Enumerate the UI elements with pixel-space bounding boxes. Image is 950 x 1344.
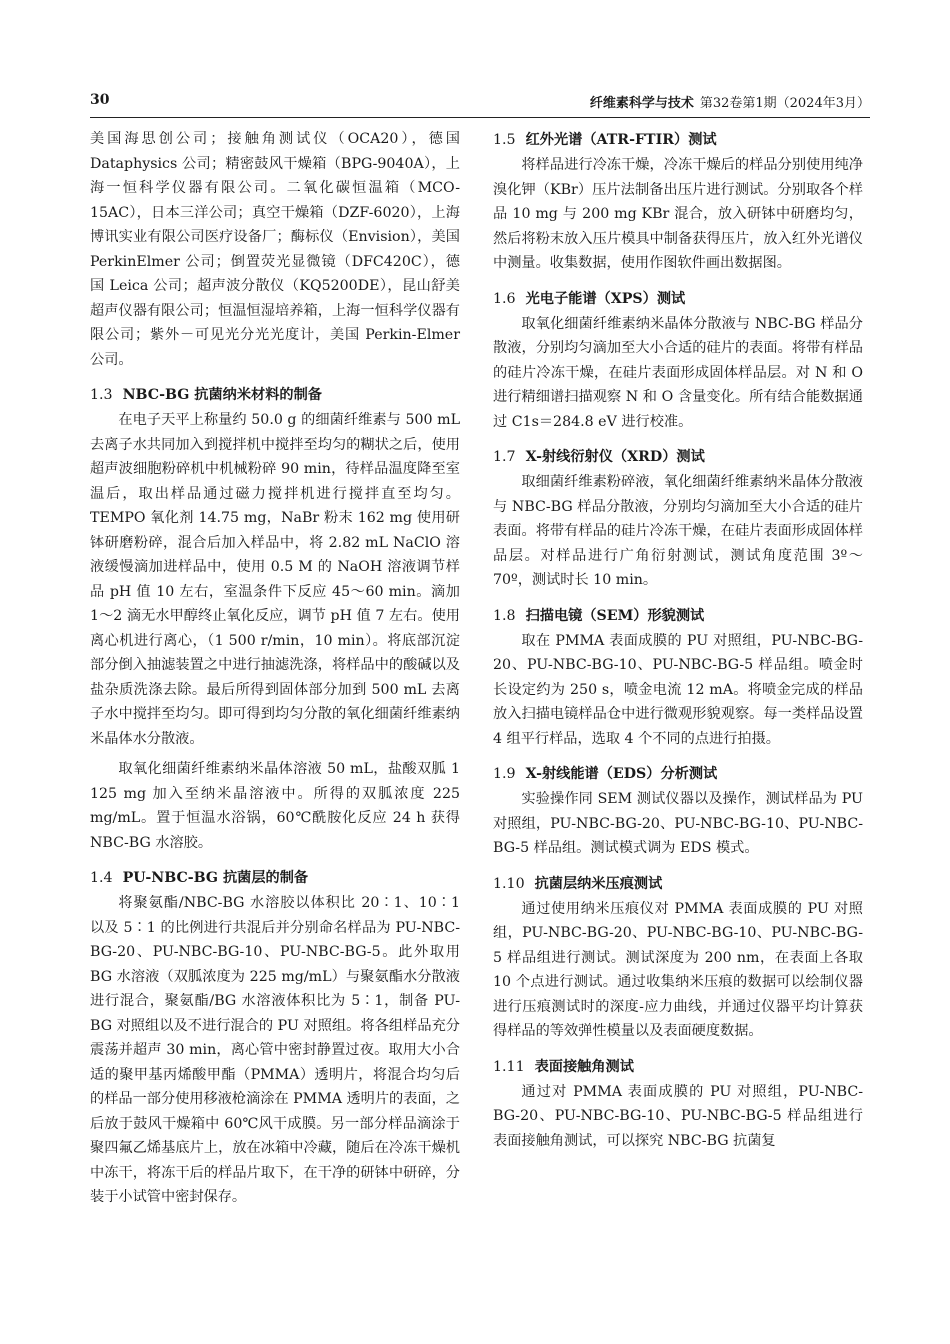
section-number: 1.7 (493, 449, 516, 465)
section-title: X-射线衍射仪（XRD）测试 (525, 449, 705, 465)
section-title: 光电子能谱（XPS）测试 (525, 290, 686, 307)
section-heading-1-4 (90, 865, 460, 891)
section-1-6-paragraph: 取氧化细菌纤维素纳米晶体分散液与 NBC-BG 样品分散液，分别均匀滴加至大小合适的硅片的表面。将带有样品的硅片冷冻干燥，在硅片表面形成固体样品层。对 N 和 O 进行精细谱扫描观察 N 和 O 含量变化。所有结合能数据通过 C1s＝284.8 eV 进行校准。 (493, 315, 863, 430)
journal-name: 纤维素科学与技术 (589, 96, 694, 111)
section-number: 1.9 (493, 766, 516, 782)
section-heading-1-3 (90, 382, 460, 408)
section-heading-1-6 (493, 286, 863, 312)
section-title: X-射线能谱（EDS）分析测试 (525, 766, 718, 782)
section-title: 扫描电镜（SEM）形貌测试 (525, 607, 705, 624)
section-number: 1.6 (493, 290, 516, 307)
section-1-10-paragraph: 通过使用纳米压痕仪对 PMMA 表面成膜的 PU 对照组，PU-NBC-BG-20、PU-NBC-BG-10、PU-NBC-BG-5 样品组进行测试。测试深度为 200 nm，在表面上各取 10 个点进行测试。通过收集纳米压痕的数据可以绘制仪器进行压痕测试时的深度-应力曲线，并通过仪器平均计算获得样品的等效弹性模量以及表面硬度数据。 (493, 900, 863, 1039)
section-number: 1.5 (493, 132, 516, 148)
section-title: 抗菌层纳米压痕测试 (534, 875, 663, 892)
section-1-3-paragraph-1: 在电子天平上称量约 50.0 g 的细菌纤维素与 500 mL 去离子水共同加入到搅拌机中搅拌至均匀的糊状之后，使用超声波细胞粉碎机中机械粉碎 90 min，待样品温度降至室温后，取出样品通过磁力搅拌机进行搅拌直至均匀。TEMPO 氧化剂 14.75 mg，NaBr 粉末 162 mg 使用研钵研磨粉碎，混合后加入样品中，将 2.82 mL NaClO 溶液缓慢滴加进样品中，使用 0.5 M 的 NaOH 溶液调节样品 pH 值 10 左右，室温条件下反应 45～60 min。滴加 1～2 滴无水甲醇终止氧化反应，调节 pH 值 7 左右。使用离心机进行离心，（1 500 r/min，10 min）。将底部沉淀部分倒入抽滤装置之中进行抽滤洗涤，将样品中的酸碱以及盐杂质洗涤去除。最后所得到固体部分加到 500 mL 去离子水中搅拌至均匀。即可得到均匀分散的氧化细菌纤维素纳米晶体水分散液。 (90, 412, 460, 747)
section-heading-1-5 (493, 127, 863, 153)
header-rule (90, 117, 870, 118)
section-heading-1-9 (493, 761, 863, 787)
section-title: 红外光谱（ATR-FTIR）测试 (525, 132, 717, 148)
page-header (90, 92, 870, 114)
section-1-7-paragraph: 取细菌纤维素粉碎液，氧化细菌纤维素纳米晶体分散液与 NBC-BG 样品分散液，分别均匀滴加至大小合适的硅片表面。将带有样品的硅片冷冻干燥，在硅片表面形成固体样品层。对样品进行广角衍射测试，测试角度范围 3º～70º，测试时长 10 min。 (493, 474, 863, 588)
journal-info (590, 92, 870, 111)
section-heading-1-11 (493, 1054, 863, 1080)
left-column (90, 127, 460, 1210)
section-number: 1.3 (90, 387, 113, 403)
section-title: PU-NBC-BG 抗菌层的制备 (122, 870, 309, 886)
section-heading-1-10 (493, 871, 863, 897)
journal-issue: 第32卷第1期（2024年3月） (699, 96, 870, 111)
section-1-8-paragraph: 取在 PMMA 表面成膜的 PU 对照组，PU-NBC-BG-20、PU-NBC-BG-10、PU-NBC-BG-5 样品组。喷金时长设定约为 250 s，喷金电流 12 mA。将喷金完成的样品放入扫描电镜样品仓中进行微观形貌观察。每一类样品设置 4 组平行样品，选取 4 个不同的点进行拍摄。 (493, 632, 863, 747)
section-number: 1.10 (493, 875, 525, 892)
section-1-9-paragraph: 实验操作同 SEM 测试仪器以及操作，测试样品为 PU 对照组，PU-NBC-BG-20、PU-NBC-BG-10、PU-NBC-BG-5 样品组。测试模式调为 EDS 模式。 (493, 791, 863, 856)
section-1-11-paragraph: 通过对 PMMA 表面成膜的 PU 对照组，PU-NBC-BG-20、PU-NBC-BG-10、PU-NBC-BG-5 样品组进行表面接触角测试，可以探究 NBC-BG 抗菌复 (493, 1083, 863, 1149)
section-1-3-paragraph-2: 取氧化细菌纤维素纳米晶体溶液 50 mL，盐酸双胍 1 125 mg 加入至纳米晶溶液中。所得的双胍浓度 225 mg/mL。置于恒温水浴锅，60℃酰胺化反应 24 h 获得 NBC-BG 水溶胶。 (90, 761, 460, 851)
right-column (493, 127, 863, 1153)
section-title: NBC-BG 抗菌纳米材料的制备 (122, 387, 322, 403)
section-title: 表面接触角测试 (534, 1058, 634, 1075)
section-1-5-paragraph: 将样品进行冷冻干燥，冷冻干燥后的样品分别使用纯净溴化钾（KBr）压片法制备出压片进行测试。分别取各个样品 10 mg 与 200 mg KBr 混合，放入研钵中研磨均匀，然后将粉末放入压片模具中制备获得压片，放入红外光谱仪中测量。收集数据，使用作图软件画出数据图。 (493, 157, 863, 271)
section-number: 1.11 (493, 1058, 525, 1075)
section-1-4-paragraph-1: 将聚氨酯/NBC-BG 水溶胶以体积比 20∶1、10∶1 以及 5∶1 的比例进行共混后并分别命名样品为 PU-NBC-BG-20、PU-NBC-BG-10、PU-NBC-BG-5。此外取用 BG 水溶液（双胍浓度为 225 mg/mL）与聚氨酯水分散液进行混合，聚氨酯/BG 水溶液体积比为 5∶1，制备 PU-BG 对照组以及不进行混合的 PU 对照组。将各组样品充分震荡并超声 30 min，离心管中密封静置过夜。取用大小合适的聚甲基丙烯酸甲酯（PMMA）透明片，将混合均匀后的样品一部分使用移液枪滴涂在 PMMA 透明片的表面，之后放于鼓风干燥箱中 60℃风干成膜。另一部分样品滴涂于聚四氟乙烯基底片上，放在冰箱中冷藏，随后在冷冻干燥机中冻干，将冻干后的样品片取下，在干净的研钵中研碎，分装于小试管中密封保存。 (90, 895, 460, 1205)
equipment-paragraph: 美国海思创公司；接触角测试仪（OCA20），德国 Dataphysics 公司；精密鼓风干燥箱（BPG-9040A），上海一恒科学仪器有限公司。二氧化碳恒温箱（MCO-15AC），日本三洋公司；真空干燥箱（DZF-6020），上海博讯实业有限公司医疗设备厂；酶标仪（Envision），美国 PerkinElmer 公司；倒置荧光显微镜（DFC420C），德国 Leica 公司；超声波分散仪（KQ5200DE），昆山舒美超声仪器有限公司；恒温恒湿培养箱，上海一恒科学仪器有限公司；紫外－可见光分光光度计，美国 Perkin-Elmer 公司。 (90, 131, 460, 368)
section-heading-1-7 (493, 444, 863, 470)
section-heading-1-8 (493, 603, 863, 629)
section-number: 1.4 (90, 870, 113, 886)
page-number: 30 (90, 92, 110, 108)
section-number: 1.8 (493, 607, 516, 624)
